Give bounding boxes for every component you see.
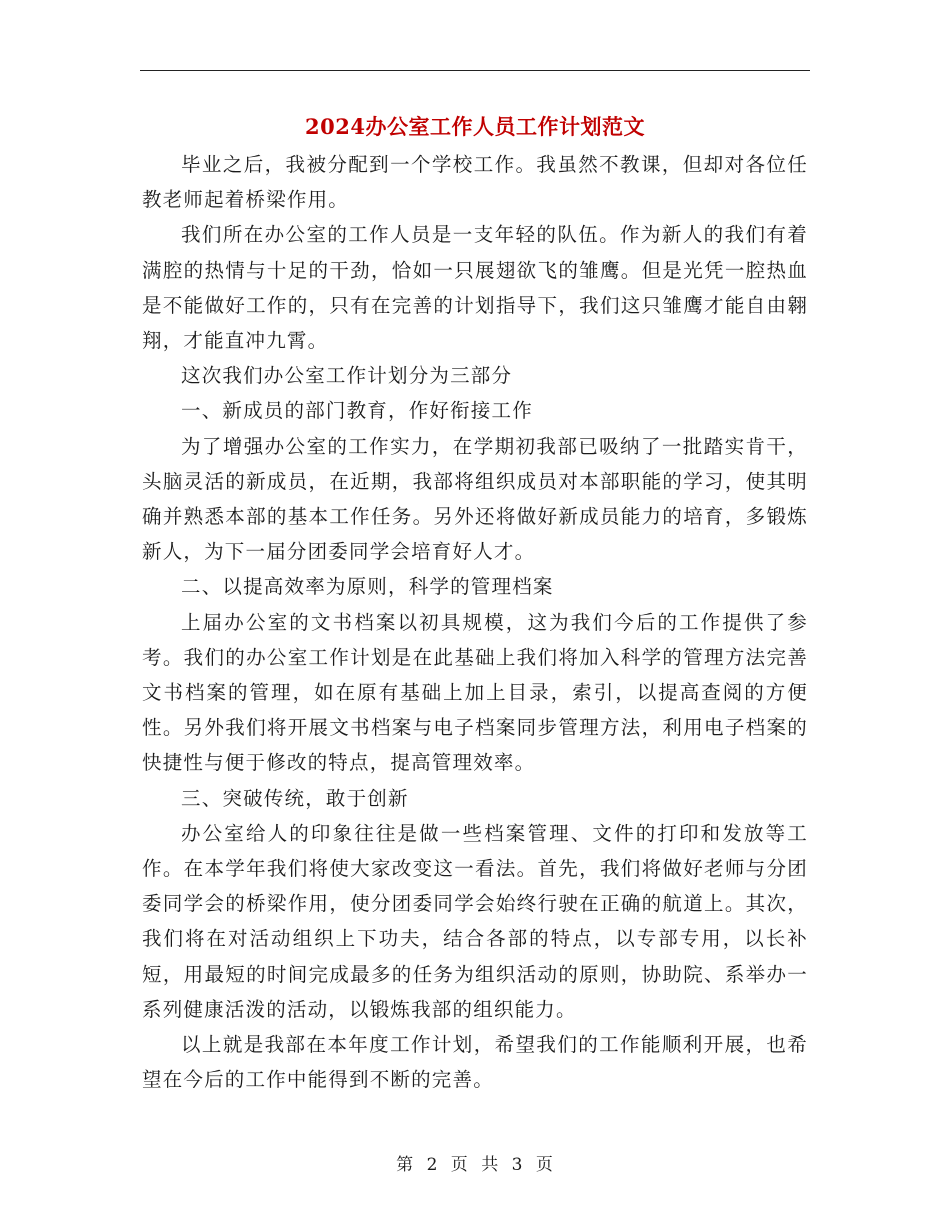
paragraph-section-3: 办公室给人的印象往往是做一些档案管理、文件的打印和发放等工作。在本学年我们将使大家改变这一看法。首先，我们将做好老师与分团委同学会的桥梁作用，使分团委同学会始终行驶在正确的航道上。其次，我们将在对活动组织上下功夫，结合各部的特点，以专部专用，以长补短，用最短的时间完成最多的任务为组织活动的原则，协助院、系举办一系列健康活泼的活动，以锻炼我部的组织能力。 [142, 821, 808, 1021]
section-heading-1: 一、新成员的部门教育，作好衔接工作 [181, 399, 533, 423]
paragraph-section-1: 为了增强办公室的工作实力，在学期初我部已吸纳了一批踏实肯干，头脑灵活的新成员，在近期，我部将组织成员对本部职能的学习，使其明确并熟悉本部的基本工作任务。另外还将做好新成员能力的培育，多锻炼新人，为下一届分团委同学会培育好人才。 [142, 434, 808, 564]
document-title: 2024办公室工作人员工作计划范文 [305, 114, 645, 139]
paragraph-intro: 毕业之后，我被分配到一个学校工作。我虽然不教课，但却对各位任教老师起着桥梁作用。 [142, 153, 808, 212]
section-heading-3: 三、突破传统，敢于创新 [181, 786, 409, 810]
paragraph-team: 我们所在办公室的工作人员是一支年轻的队伍。作为新人的我们有着满腔的热情与十足的干劲，恰如一只展翅欲飞的雏鹰。但是光凭一腔热血是不能做好工作的，只有在完善的计划指导下，我们这只雏鹰才能自由翱翔，才能直冲九霄。 [142, 223, 808, 353]
paragraph-section-2: 上届办公室的文书档案以初具规模，这为我们今后的工作提供了参考。我们的办公室工作计划是在此基础上我们将加入科学的管理方法完善文书档案的管理，如在原有基础上加上目录，索引，以提高查阅的方便性。另外我们将开展文书档案与电子档案同步管理方法，利用电子档案的快捷性与便于修改的特点，提高管理效率。 [142, 610, 808, 775]
document-body [142, 147, 808, 1097]
paragraph-plan-overview: 这次我们办公室工作计划分为三部分 [181, 364, 513, 388]
header-rule [140, 70, 810, 71]
section-heading-2: 二、以提高效率为原则，科学的管理档案 [181, 575, 554, 599]
page-number: 第 2 页 共 3 页 [396, 1155, 554, 1175]
paragraph-conclusion: 以上就是我部在本年度工作计划，希望我们的工作能顺利开展，也希望在今后的工作中能得到不断的完善。 [142, 1033, 808, 1092]
